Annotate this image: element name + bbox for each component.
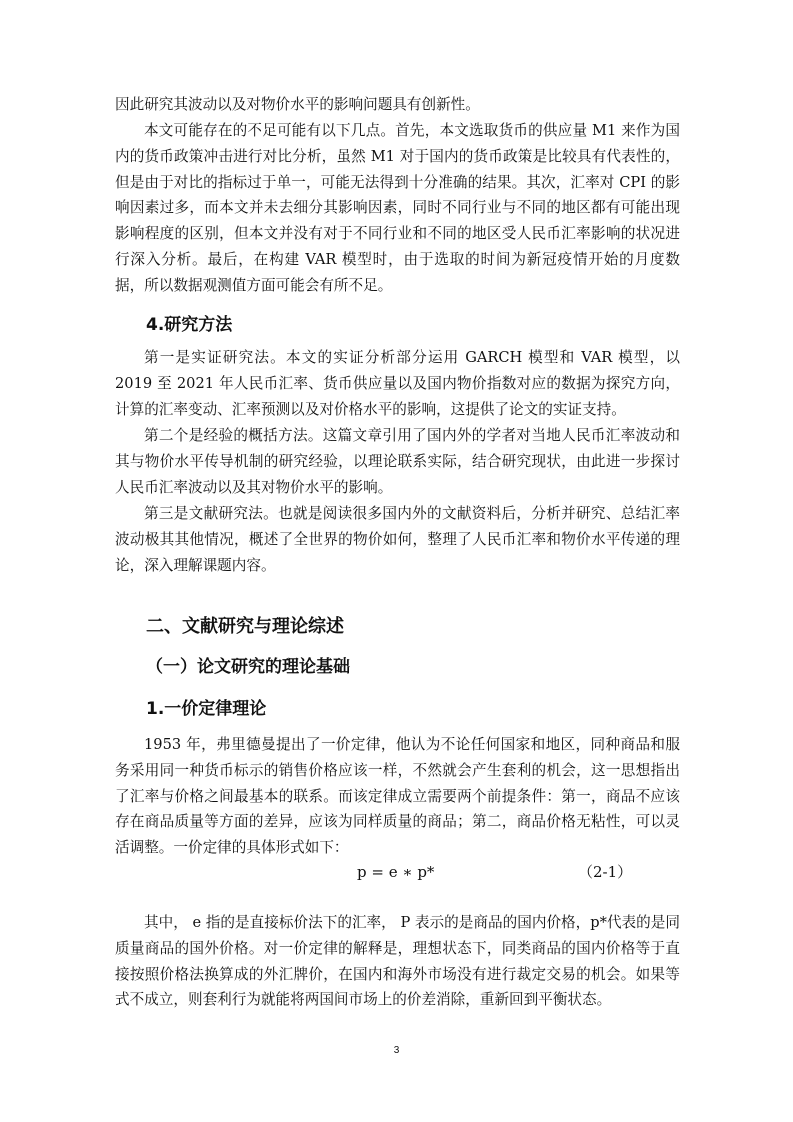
paragraph-formula-explanation: 其中， e 指的是直接标价法下的汇率， P 表示的是商品的国内价格，p*代表的是同质量商品的国外价格。对一价定律的解释是，理想状态下，同类商品的国内价格等于直接按照价格法换算成的外汇牌价，在国内和海外市场没有进行裁定交易的机会。如果等式不成立，则套利行为就能将两国间市场上的价差消除，重新回到平衡状态。 [115, 914, 680, 1009]
paragraph-method-empirical: 第一是实证研究法。本文的实证分析部分运用 GARCH 模型和 VAR 模型，以 2019 至 2021 年人民币汇率、货币供应量以及国内物价指数对应的数据为探究方向，计算的汇率变动、汇率预测以及对价格水平的影响，这提供了论文的实证支持。 [115, 349, 680, 418]
paragraph-method-experience: 第二个是经验的概括方法。这篇文章引用了国内外的学者对当地人民币汇率波动和其与物价水平传导机制的研究经验，以理论联系实际，结合研究现状，由此进一步探讨人民币汇率波动以及其对物价水平的影响。 [115, 427, 680, 496]
paragraph-law-of-one-price: 1953 年，弗里德曼提出了一价定律，他认为不论任何国家和地区，同种商品和服务采用同一种货币标示的销售价格应该一样，不然就会产生套利的机会，这一思想指出了汇率与价格之间最基本的联系。而该定律成立需要两个前提条件：第一，商品不应该存在商品质量等方面的差异，应该为同样质量的商品；第二，商品价格无粘性，可以灵活调整。一价定律的具体形式如下： [115, 736, 680, 857]
heading-chapter-two: 二、文献研究与理论综述 [146, 616, 344, 637]
heading-theoretical-basis: （一）论文研究的理论基础 [146, 657, 350, 677]
equation-number: （2-1） [578, 863, 633, 881]
page-number: 3 [393, 1045, 400, 1056]
paragraph-method-literature: 第三是文献研究法。也就是阅读很多国内外的文献资料后，分析并研究、总结汇率波动极其其他情况，概述了全世界的物价如何，整理了人民币汇率和物价水平传递的理论，深入理解课题内容。 [115, 505, 680, 574]
heading-research-methods: 4.研究方法 [146, 315, 233, 335]
paragraph-limitations: 本文可能存在的不足可能有以下几点。首先，本文选取货币的供应量 M1 来作为国内的货币政策冲击进行对比分析，虽然 M1 对于国内的货币政策是比较具有代表性的，但是由于对比的指标过于单一，可能无法得到十分准确的结果。其次，汇率对 CPI 的影响因素过多，而本文并未去细分其影响因素，同时不同行业与不同的地区都有可能出现影响程度的区别，但本文并没有对于不同行业和不同的地区受人民币汇率影响的状况进行深入分析。最后，在构建 VAR 模型时，由于选取的时间为新冠疫情开始的月度数据，所以数据观测值方面可能会有所不足。 [115, 122, 680, 294]
heading-law-of-one-price: 1.一价定律理论 [146, 699, 267, 719]
paragraph-novelty-end: 因此研究其波动以及对物价水平的影响问题具有创新性。 [115, 96, 480, 113]
equation-law-of-one-price: p = e ∗ p* [357, 863, 435, 881]
